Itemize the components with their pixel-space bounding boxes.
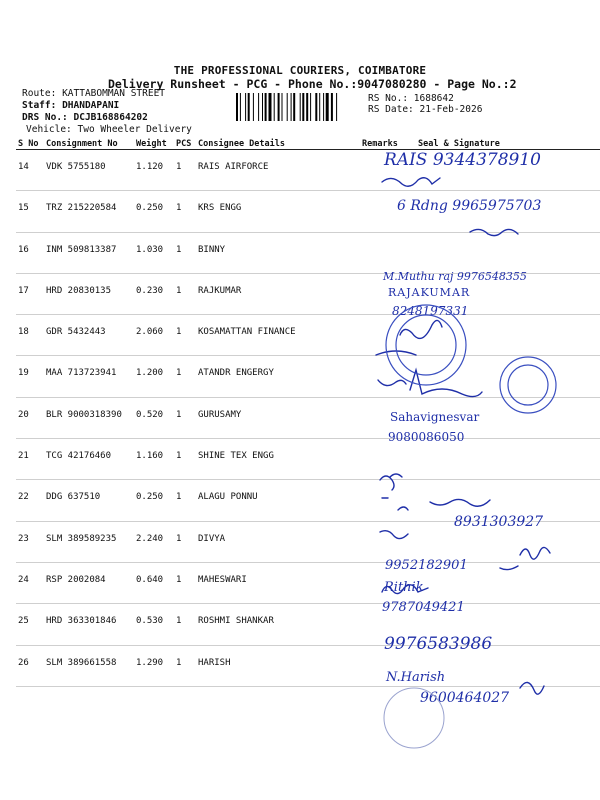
row-consignment-no: BLR 9000318390	[44, 397, 134, 438]
row-pcs: 1	[174, 562, 196, 603]
row-weight: 1.200	[134, 356, 174, 397]
row-weight: 0.520	[134, 397, 174, 438]
barcode-bar	[291, 93, 292, 121]
row-consignment-no: VDK 5755180	[44, 150, 134, 191]
col-pcs: PCS	[174, 139, 196, 150]
handwriting-row17b: RAJAKUMAR	[388, 286, 471, 299]
barcode-bar	[236, 93, 238, 121]
barcode-bar	[265, 93, 267, 121]
row-sno: 15	[16, 191, 44, 232]
barcode-bar	[293, 93, 295, 121]
handwriting-row24b: 9787049421	[382, 600, 465, 615]
row-pcs: 1	[174, 604, 196, 645]
row-consignment-no: MAA 713723941	[44, 356, 134, 397]
row-consignee: RAJKUMAR	[196, 273, 360, 314]
row-sno: 16	[16, 232, 44, 273]
row-weight: 2.060	[134, 315, 174, 356]
row-sno: 20	[16, 397, 44, 438]
handwriting-row22: 8931303927	[454, 514, 544, 530]
barcode-bar	[302, 93, 304, 121]
row-consignment-no: DDG 637510	[44, 480, 134, 521]
staff-line: Staff: DHANDAPANI	[22, 100, 120, 111]
row-sno: 22	[16, 480, 44, 521]
row-pcs: 1	[174, 439, 196, 480]
col-consignee: Consignee Details	[196, 139, 360, 150]
row-consignment-no: SLM 389589235	[44, 521, 134, 562]
handwriting-row14: RAIS 9344378910	[384, 150, 542, 170]
row-pcs: 1	[174, 480, 196, 521]
route-line: Route: KATTABOMMAN STREET	[22, 88, 166, 99]
row-pcs: 1	[174, 232, 196, 273]
row-consignee: KRS ENGG	[196, 191, 360, 232]
barcode	[236, 93, 364, 121]
row-weight: 0.640	[134, 562, 174, 603]
row-consignment-no: INM 509813387	[44, 232, 134, 273]
row-consignee: BINNY	[196, 232, 360, 273]
barcode-bar	[306, 93, 308, 121]
handwriting-row17a: M.Muthu raj 9976548355	[383, 270, 527, 283]
row-weight: 0.250	[134, 480, 174, 521]
vehicle-line: Vehicle: Two Wheeler Delivery	[26, 124, 192, 135]
row-consignment-no: TCG 42176460	[44, 439, 134, 480]
row-sno: 19	[16, 356, 44, 397]
row-weight: 0.250	[134, 191, 174, 232]
row-weight: 1.120	[134, 150, 174, 191]
barcode-bar	[310, 93, 311, 121]
col-sno: S No	[16, 139, 44, 150]
row-sno: 23	[16, 521, 44, 562]
row-weight: 1.030	[134, 232, 174, 273]
row-consignment-no: RSP 2002084	[44, 562, 134, 603]
row-pcs: 1	[174, 150, 196, 191]
row-consignment-no: HRD 20830135	[44, 273, 134, 314]
col-signature: Seal & Signature	[398, 139, 600, 150]
barcode-bar	[282, 93, 283, 121]
row-pcs: 1	[174, 397, 196, 438]
row-consignee: KOSAMATTAN FINANCE	[196, 315, 360, 356]
row-weight: 1.160	[134, 439, 174, 480]
barcode-bar	[287, 93, 288, 121]
row-pcs: 1	[174, 521, 196, 562]
barcode-bar	[245, 93, 246, 121]
row-sno: 18	[16, 315, 44, 356]
barcode-bar	[269, 93, 272, 121]
barcode-bar	[278, 93, 280, 121]
handwriting-row20a: Sahavignesvar	[390, 410, 480, 424]
row-consignee: ROSHMI SHANKAR	[196, 604, 360, 645]
handwriting-row15: 6 Rdng 9965975703	[397, 198, 542, 214]
row-consignment-no: GDR 5432443	[44, 315, 134, 356]
handwriting-row20b: 9080086050	[388, 430, 465, 444]
barcode-bar	[300, 93, 301, 121]
handwriting-row25: 9976583986	[384, 634, 493, 654]
row-sno: 17	[16, 273, 44, 314]
barcode-bar	[326, 93, 329, 121]
col-remarks: Remarks	[362, 139, 398, 149]
drs-line: DRS No.: DCJB168864202	[22, 112, 148, 123]
row-consignee: ATANDR ENGERGY	[196, 356, 360, 397]
row-consignee: DIVYA	[196, 521, 360, 562]
row-consignment-no: HRD 363301846	[44, 604, 134, 645]
handwriting-row18: 8248197331	[392, 304, 469, 318]
row-sno: 26	[16, 645, 44, 686]
row-sno: 25	[16, 604, 44, 645]
row-pcs: 1	[174, 191, 196, 232]
barcode-bar	[319, 93, 320, 121]
rs-no-line: RS No.: 1688642	[368, 93, 454, 104]
barcode-bar	[262, 93, 263, 121]
row-weight: 1.290	[134, 645, 174, 686]
col-weight: Weight	[134, 139, 174, 150]
row-consignee: MAHESWARI	[196, 562, 360, 603]
row-pcs: 1	[174, 356, 196, 397]
row-pcs: 1	[174, 273, 196, 314]
col-consignment: Consignment No	[44, 139, 134, 150]
row-sno: 21	[16, 439, 44, 480]
row-consignee: ALAGU PONNU	[196, 480, 360, 521]
row-weight: 2.240	[134, 521, 174, 562]
row-consignee: HARISH	[196, 645, 360, 686]
barcode-bar	[248, 93, 250, 121]
signature-scribbles	[370, 140, 590, 800]
barcode-bar	[323, 93, 324, 121]
barcode-bar	[274, 93, 275, 121]
company-title: THE PROFESSIONAL COURIERS, COIMBATORE	[173, 64, 427, 77]
handwriting-row23: 9952182901	[385, 558, 468, 573]
handwriting-row26b: 9600464027	[420, 690, 510, 706]
handwriting-row24a: Rithik	[384, 580, 424, 595]
row-consignment-no: SLM 389661558	[44, 645, 134, 686]
row-pcs: 1	[174, 315, 196, 356]
barcode-bar	[315, 93, 317, 121]
row-consignee: GURUSAMY	[196, 397, 360, 438]
handwriting-row26a: N.Harish	[386, 670, 446, 685]
row-consignment-no: TRZ 215220584	[44, 191, 134, 232]
row-weight: 0.230	[134, 273, 174, 314]
row-consignee: RAIS AIRFORCE	[196, 150, 360, 191]
row-sno: 24	[16, 562, 44, 603]
barcode-bar	[240, 93, 241, 121]
row-pcs: 1	[174, 645, 196, 686]
barcode-bar	[336, 93, 337, 121]
rs-date-line: RS Date: 21-Feb-2026	[368, 104, 483, 115]
barcode-bar	[331, 93, 333, 121]
barcode-bar	[253, 93, 254, 121]
row-weight: 0.530	[134, 604, 174, 645]
row-sno: 14	[16, 150, 44, 191]
runsheet-subtitle: Delivery Runsheet - PCG - Phone No.:9047080280 - Page No.:2	[108, 77, 517, 91]
barcode-bar	[258, 93, 259, 121]
row-consignee: SHINE TEX ENGG	[196, 439, 360, 480]
